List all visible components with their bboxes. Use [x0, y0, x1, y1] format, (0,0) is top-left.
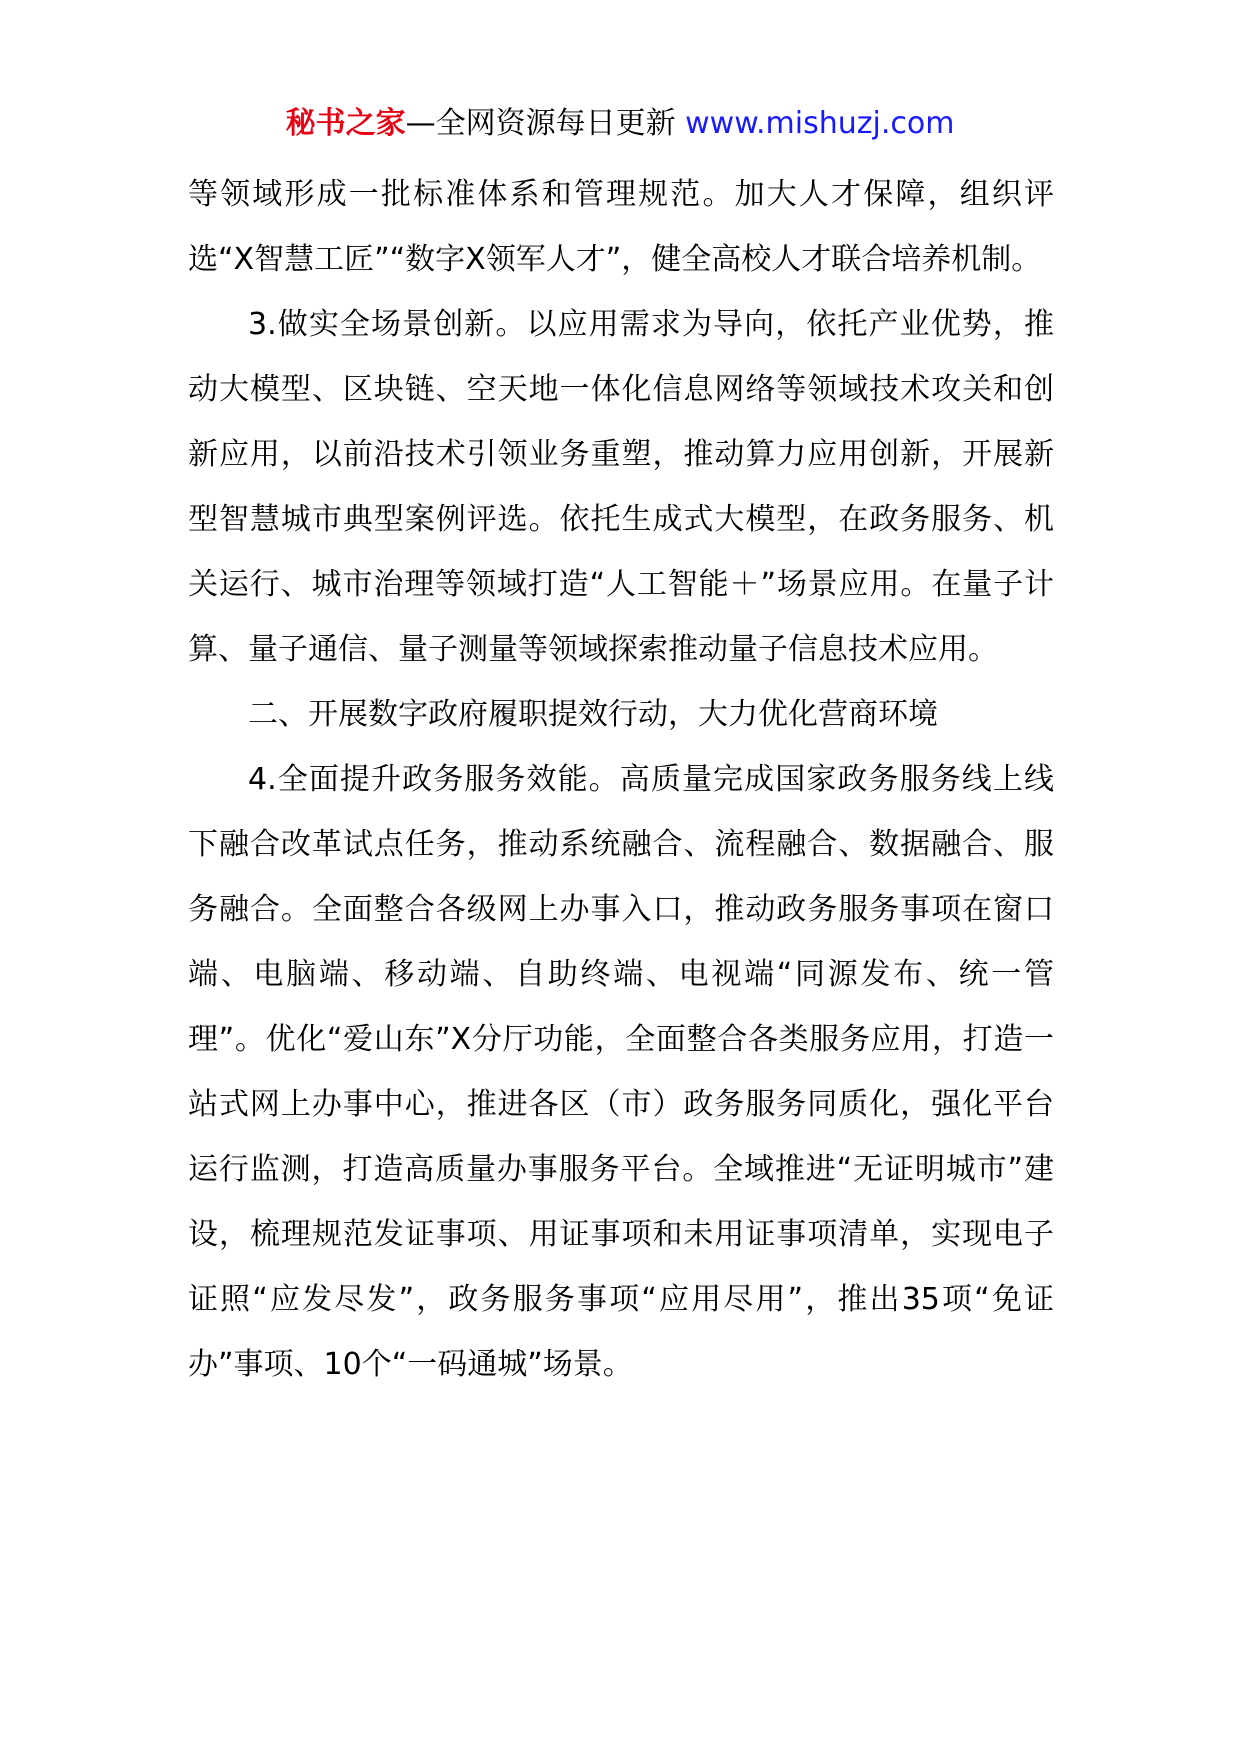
brand-name: 秘书之家 — [285, 106, 406, 141]
section-heading-2: 二、开展数字政府履职提效行动，大力优化营商环境 — [248, 697, 938, 732]
site-url-link[interactable]: www.mishuzj.com — [685, 106, 955, 141]
header-tagline: —全网资源每日更新 — [405, 106, 686, 141]
paragraph-continuation: 等领域形成一批标准体系和管理规范。加大人才保障，组织评选“X智慧工匠”“数字X领军人才”，健全高校人才联合培养机制。 — [188, 177, 1054, 277]
paragraph-item-4: 4.全面提升政务服务效能。高质量完成国家政务服务线上线下融合改革试点任务，推动系统融合、流程融合、数据融合、服务融合。全面整合各级网上办事入口，推动政务服务事项在窗口端、电脑端、移动端、自助终端、电视端“同源发布、统一管理”。优化“爱山东”X分厅功能，全面整合各类服务应用，打造一站式网上办事中心，推进各区（市）政务服务同质化，强化平台运行监测，打造高质量办事服务平台。全域推进“无证明城市”建设，梳理规范发证事项、用证事项和未用证事项清单，实现电子证照“应发尽发”，政务服务事项“应用尽用”，推出35项“免证办”事项、10个“一码通城”场景。 — [188, 762, 1054, 1382]
document-body — [188, 162, 1054, 1397]
site-header — [0, 100, 1240, 148]
paragraph-item-3: 3.做实全场景创新。以应用需求为导向，依托产业优势，推动大模型、区块链、空天地一体化信息网络等领域技术攻关和创新应用，以前沿技术引领业务重塑，推动算力应用创新，开展新型智慧城市典型案例评选。依托生成式大模型，在政务服务、机关运行、城市治理等领域打造“人工智能＋”场景应用。在量子计算、量子通信、量子测量等领域探索推动量子信息技术应用。 — [188, 307, 1054, 667]
